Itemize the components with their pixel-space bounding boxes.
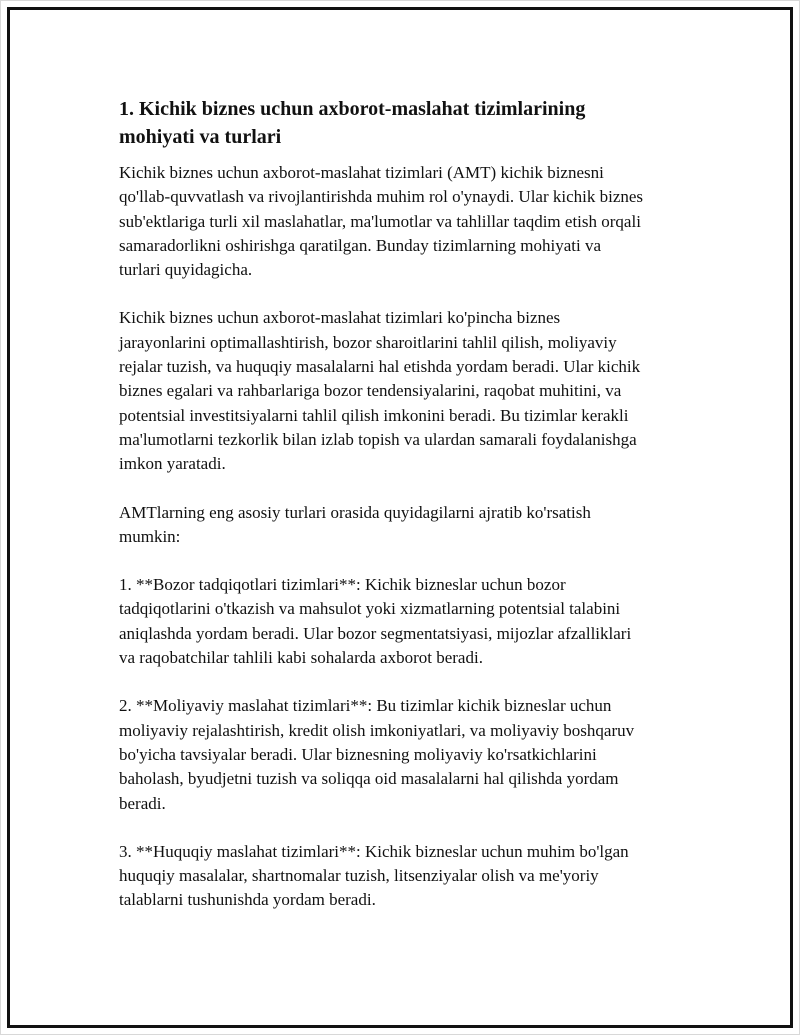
section-title: 1. Kichik biznes uchun axborot-maslahat tizimlarining mohiyati va turlari [119,98,586,148]
list-item-financial-advice: 2. **Moliyaviy maslahat tizimlari**: Bu tizimlar kichik bizneslar uchun moliyaviy rejalashtirish, kredit olish imkoniyatlari, va moliyaviy boshqaruv bo'yicha tavsiyalar beradi. Ular biznesning moliyaviy ko'rsatkichlarini baholash, byudjetni tuzish va soliqqa oid masalalarni hal qilishda yordam beradi. [119,696,635,813]
intro-paragraph: Kichik biznes uchun axborot-maslahat tizimlari (AMT) kichik biznesni qo'llab-quvvatlash va rivojlantirishda muhim rol o'ynaydi. Ular kichik biznes sub'ektlariga turli xil maslahatlar, ma'lumotlar va tahlillar taqdim etish orqali samaradorlikni oshirishga qaratilgan. Bunday tizimlarning mohiyati va turlari quyidagicha. [119,163,644,280]
document-body [119,95,704,937]
list-item-legal-advice: 3. **Huquqiy maslahat tizimlari**: Kichik bizneslar uchun muhim bo'lgan huquqiy masalalar, shartnomalar tuzish, litsenziyalar olish va me'yoriy talablarni tushunishda yordam beradi. [119,841,629,910]
description-paragraph: Kichik biznes uchun axborot-maslahat tizimlari ko'pincha biznes jarayonlarini optimallashtirish, bozor sharoitlarini tahlil qilish, moliyaviy rejalar tuzish, va huquqiy masalalarni hal etishda yordam beradi. Ular kichik biznes egalari va rahbarlariga bozor tendensiyalarini, raqobat muhitini, va potentsial investitsiyalarni tahlil qilish imkonini beradi. Bu tizimlar kerakli ma'lumotlarni tezkorlik bilan izlab topish va ulardan samarali foydalanishga imkon yaratadi. [119,308,641,474]
list-item-market-research: 1. **Bozor tadqiqotlari tizimlari**: Kichik bizneslar uchun bozor tadqiqotlarini o'tkazish va mahsulot yoki xizmatlarning potentsial talabini aniqlashda yordam beradi. Ular bozor segmentatsiyasi, mijozlar afzalliklari va raqobatchilar tahlili kabi sohalarda axborot beradi. [119,575,632,668]
types-intro-paragraph: AMTlarning eng asosiy turlari orasida quyidagilarni ajratib ko'rsatish mumkin: [119,502,591,546]
